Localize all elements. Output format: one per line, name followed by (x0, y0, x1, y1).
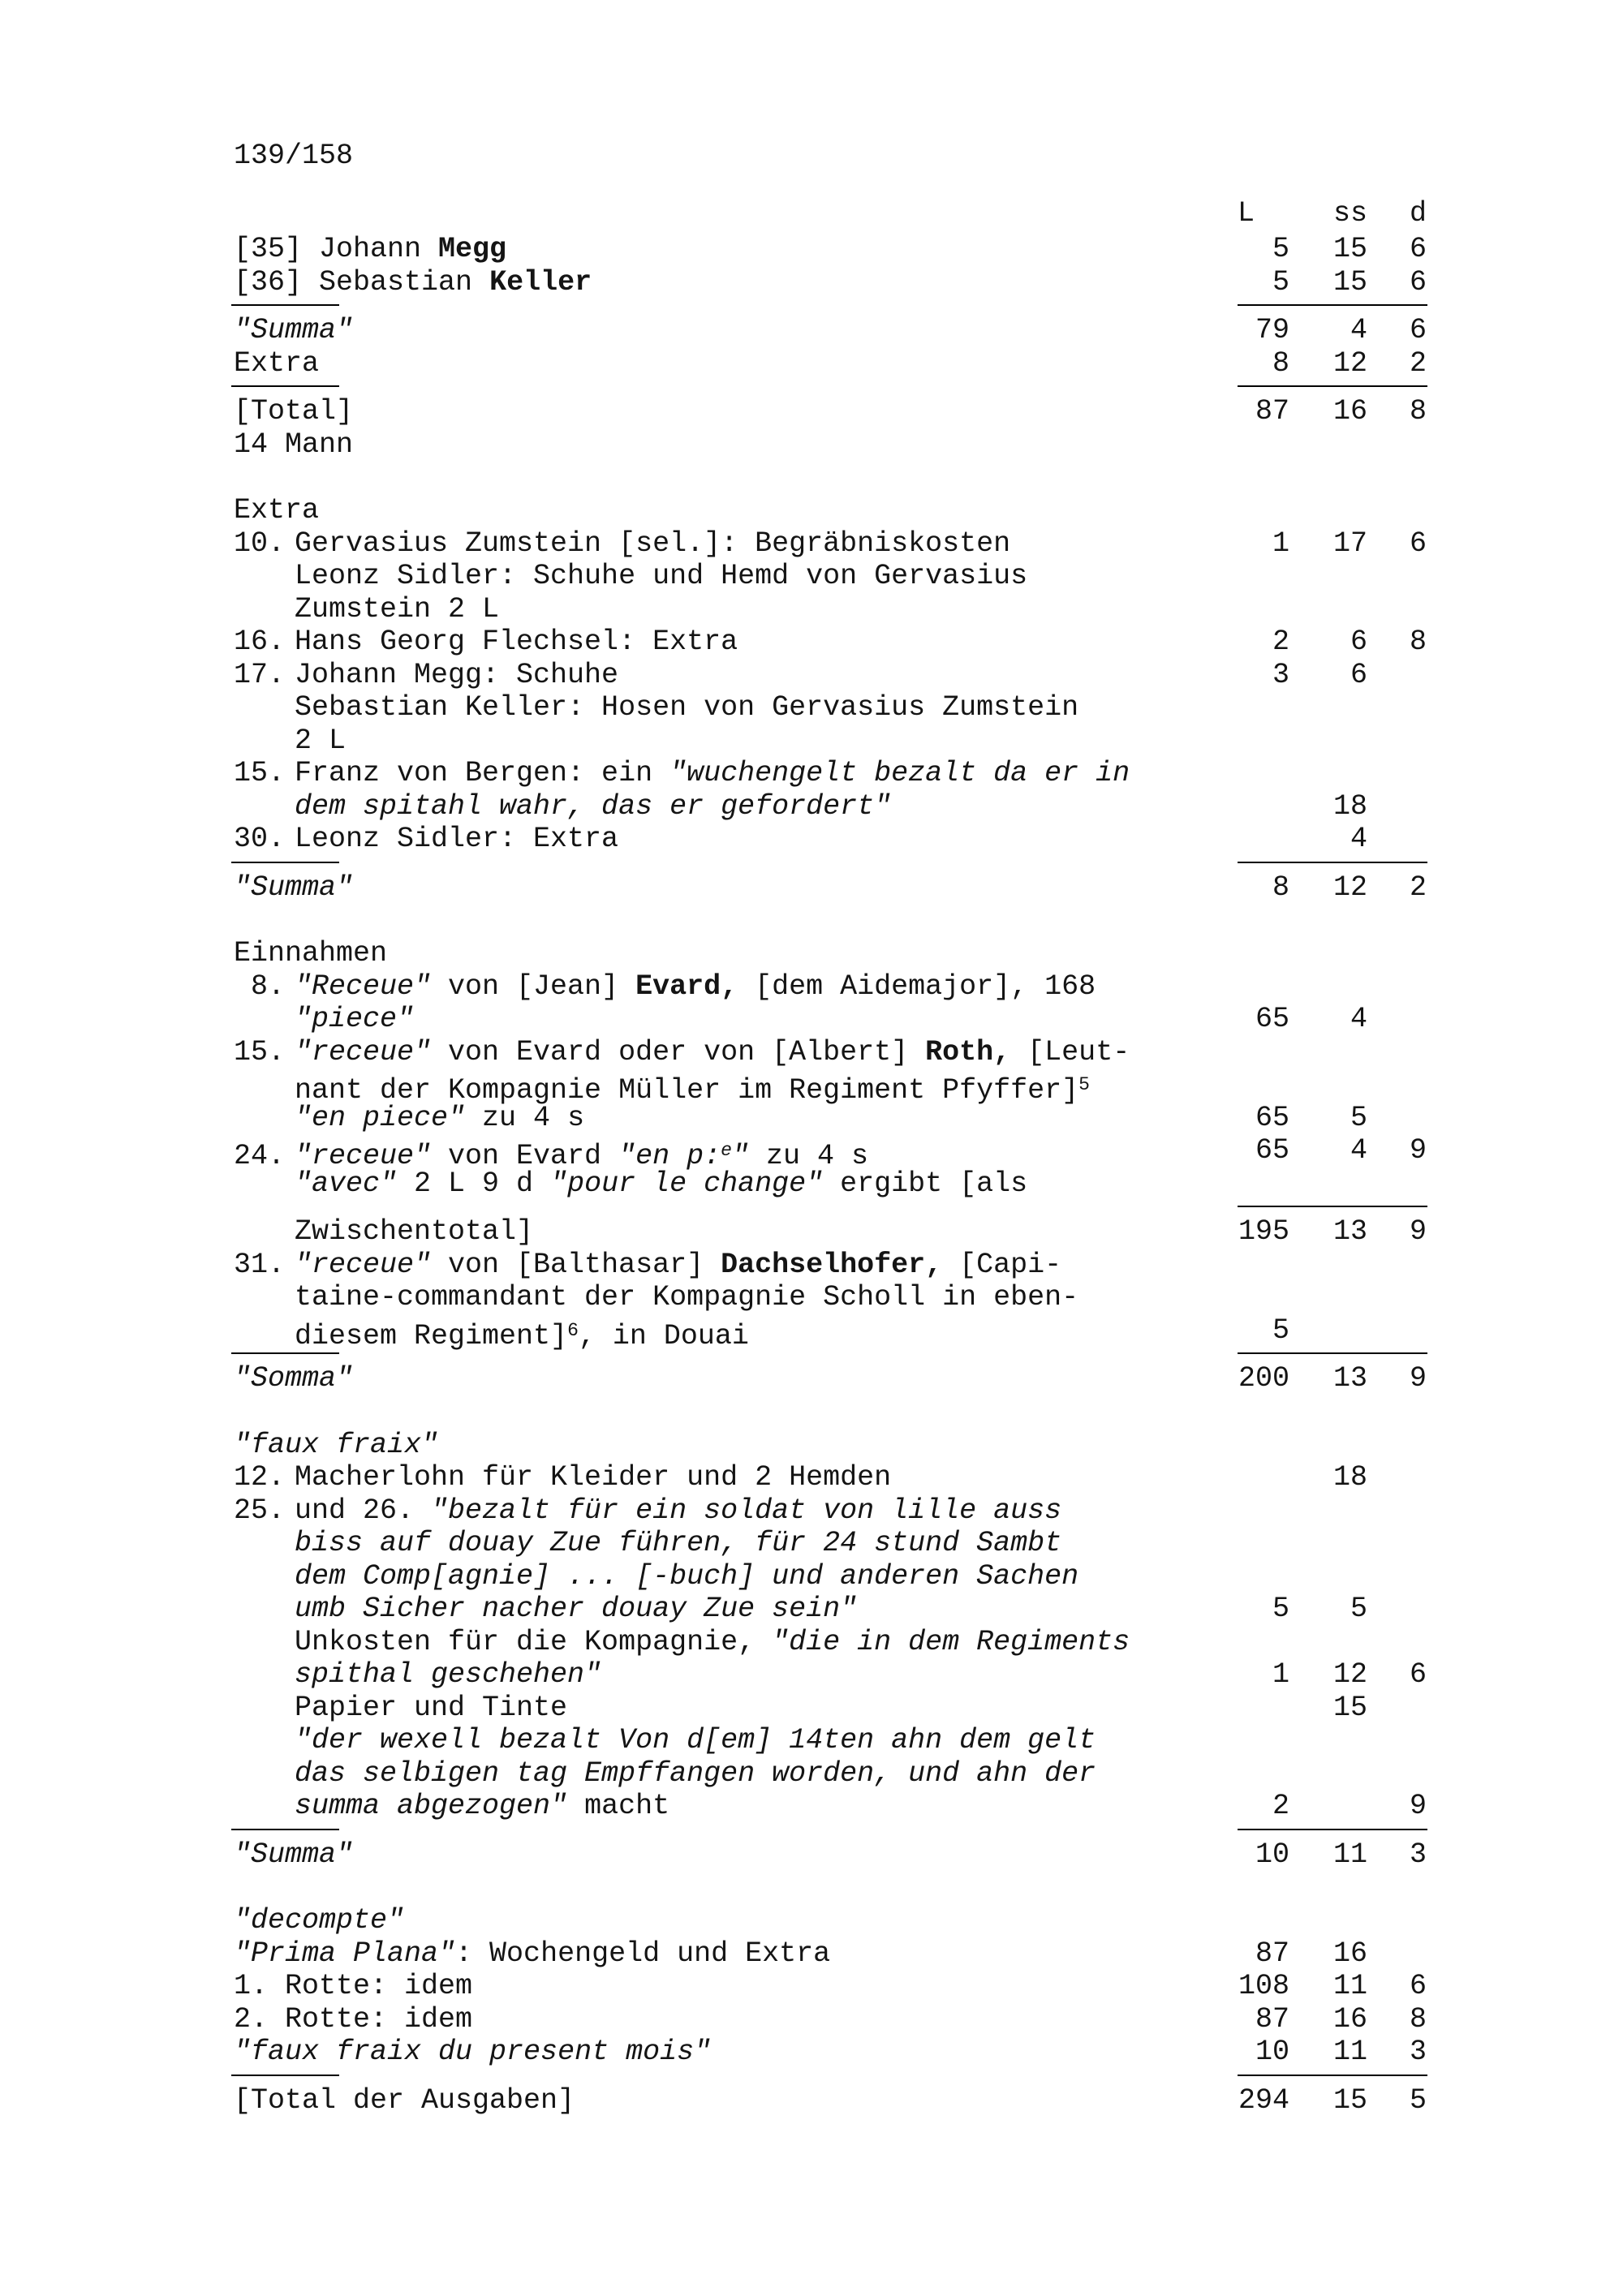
text-segment: zu 4 s (748, 1140, 868, 1172)
item-number: 24. (234, 1140, 286, 1172)
amount-deniers: 6 (1409, 265, 1427, 299)
item-number: 15. (234, 757, 286, 789)
amount-livres: 87 (1255, 1937, 1289, 1970)
text-line (0, 871, 1623, 905)
right-rule (1238, 2075, 1427, 2076)
amount-sous: 4 (1350, 1134, 1367, 1167)
amount-livres: 200 (1238, 1362, 1289, 1395)
amount-sous: 13 (1332, 1215, 1367, 1248)
text-segment: Keller (489, 265, 592, 299)
text-line (0, 233, 1623, 266)
text-line (0, 757, 1623, 790)
text-line (0, 1036, 1623, 1069)
amount-deniers: 9 (1409, 1134, 1427, 1167)
text-line (0, 1461, 1623, 1494)
amount-deniers: 6 (1409, 233, 1427, 265)
text-segment: "avec" (295, 1167, 398, 1200)
text-segment: Leonz Sidler: Extra (295, 823, 619, 855)
page-number (0, 140, 1623, 173)
text-segment: "receue" (295, 1140, 432, 1172)
text-line (0, 1249, 1623, 1282)
text-segment: dem spitahl wahr, das er gefordert" (295, 789, 892, 823)
amount-livres: 87 (1255, 2002, 1289, 2036)
left-rule (231, 304, 339, 306)
sum-rule-row (0, 2069, 1623, 2084)
amount-livres: 5 (1272, 265, 1289, 299)
text-segment: Roth, (925, 1035, 1011, 1068)
text-segment: Unkosten für die Kompagnie, (295, 1625, 773, 1658)
text-segment: summa abgezogen" (295, 1790, 568, 1822)
text-line (0, 1724, 1623, 1757)
text-segment: von Evard (431, 1140, 619, 1172)
text-segment: 5 (1078, 1074, 1090, 1095)
text-segment: "decompte" (234, 1904, 405, 1937)
text-line (0, 266, 1623, 299)
amount-sous: 11 (1332, 1970, 1367, 2002)
text-segment: Megg (438, 233, 507, 265)
text-segment: Einnahmen (234, 937, 388, 970)
amount-deniers: 3 (1409, 2036, 1427, 2068)
text-line (0, 790, 1623, 823)
item-number: 12. (234, 1461, 286, 1494)
text-segment: Zumstein 2 L (295, 592, 500, 626)
sum-rule-row (0, 299, 1623, 314)
text-line (0, 1937, 1623, 1971)
amount-sous: 6 (1350, 626, 1367, 658)
total-row (0, 2084, 1623, 2118)
text-line (0, 1134, 1623, 1172)
right-rule (1238, 304, 1427, 306)
text-segment: "Summa" (234, 871, 354, 904)
text-segment: "en p: (618, 1140, 721, 1172)
text-segment: 2 L 9 d (397, 1167, 551, 1200)
sum-rule-row (0, 380, 1623, 395)
text-line (0, 1560, 1623, 1593)
text-line (0, 347, 1623, 381)
text-segment: Dachselhofer, (721, 1248, 943, 1281)
text-segment: "receue" (295, 1248, 432, 1281)
left-rule (231, 1352, 339, 1354)
text-line (0, 1494, 1623, 1528)
text-line (0, 970, 1623, 1004)
text-line (0, 1904, 1623, 1937)
amount-sous: 15 (1332, 2083, 1367, 2117)
amount-livres: 2 (1272, 1790, 1289, 1822)
sum-rule-row (0, 1200, 1623, 1215)
text-line (0, 1429, 1623, 1462)
text-line (0, 395, 1623, 428)
amount-sous: 15 (1332, 265, 1367, 299)
text-segment: 2 L (295, 724, 347, 757)
amount-deniers: 8 (1409, 626, 1427, 658)
item-number: 8. (234, 970, 286, 1003)
amount-sous: 11 (1332, 1838, 1367, 1871)
text-line (0, 937, 1623, 970)
spacer (0, 461, 1623, 494)
amount-livres: 5 (1272, 1593, 1289, 1625)
text-line (0, 1314, 1623, 1352)
amount-livres: 65 (1255, 1003, 1289, 1035)
text-segment: 139/158 (234, 140, 354, 172)
amount-deniers: 6 (1409, 527, 1427, 560)
text-line (0, 527, 1623, 561)
text-line (0, 2003, 1623, 2036)
amount-livres: 108 (1238, 1970, 1289, 2002)
text-segment: "Prima Plana" (234, 1937, 456, 1970)
amount-livres: 10 (1255, 1838, 1289, 1871)
text-segment: umb Sicher nacher douay Zue sein" (295, 1593, 858, 1625)
text-line (0, 1281, 1623, 1314)
amount-livres: 10 (1255, 2036, 1289, 2068)
right-rule (1238, 1206, 1427, 1207)
text-line (0, 593, 1623, 626)
text-segment: zu 4 s (465, 1101, 585, 1134)
text-segment: macht (567, 1790, 670, 1822)
text-line (0, 1003, 1623, 1036)
item-number: 15. (234, 1035, 286, 1068)
text-line (0, 1527, 1623, 1560)
text-segment: Macherlohn für Kleider und 2 Hemden (295, 1461, 892, 1494)
text-segment: [Total der Ausgaben] (234, 2083, 575, 2117)
amount-deniers: 9 (1409, 1362, 1427, 1395)
text-line (0, 1757, 1623, 1791)
text-line (0, 659, 1623, 692)
right-rule (1238, 1829, 1427, 1830)
text-line (0, 1167, 1623, 1201)
text-segment: "wuchengelt bezalt da er in (669, 757, 1130, 789)
left-rule (231, 862, 339, 863)
ledger (0, 140, 1623, 2117)
amount-sous: 5 (1350, 1101, 1367, 1134)
amount-livres: 79 (1255, 314, 1289, 346)
amount-livres: 2 (1272, 626, 1289, 658)
text-segment: 2. Rotte: idem (234, 2002, 473, 2036)
text-line (0, 2036, 1623, 2069)
text-segment: ergibt [als (823, 1167, 1028, 1200)
text-segment: dem Comp[agnie] ... [-buch] und anderen Sachen (295, 1559, 1079, 1593)
text-segment: spithal geschehen" (295, 1658, 602, 1691)
right-rule (1238, 862, 1427, 863)
amount-sous: 12 (1332, 346, 1367, 380)
text-line (0, 1626, 1623, 1659)
text-segment: "Receue" (295, 970, 432, 1003)
amount-deniers: 6 (1409, 1658, 1427, 1691)
amount-deniers: 3 (1409, 1838, 1427, 1871)
text-segment: 6 (567, 1319, 579, 1341)
text-segment: " (731, 1140, 749, 1172)
text-segment: 14 Mann (234, 428, 354, 461)
amount-livres: 5 (1272, 1314, 1289, 1347)
text-segment: [Capi- (942, 1248, 1062, 1281)
text-segment: "Summa" (234, 314, 354, 346)
text-segment: "pour le change" (550, 1167, 824, 1200)
column-header-deniers: d (1409, 196, 1427, 230)
amount-sous: 15 (1332, 233, 1367, 265)
text-segment: Johann Megg: Schuhe (295, 658, 619, 691)
amount-deniers: 8 (1409, 2002, 1427, 2036)
right-rule (1238, 385, 1427, 387)
text-line (0, 1593, 1623, 1626)
amount-livres: 294 (1238, 2083, 1289, 2117)
amount-livres: 8 (1272, 346, 1289, 380)
text-segment: von [Balthasar] (431, 1248, 721, 1281)
amount-sous: 16 (1332, 1937, 1367, 1970)
text-segment: von [Jean] (431, 970, 636, 1003)
text-segment: Gervasius Zumstein [sel.]: Begräbniskosten (295, 527, 1011, 560)
amount-livres: 8 (1272, 871, 1289, 904)
amount-deniers: 6 (1409, 1970, 1427, 2002)
text-segment: 1. Rotte: idem (234, 1970, 473, 2002)
text-segment: [dem Aidemajor], 168 (738, 970, 1096, 1003)
amount-deniers: 9 (1409, 1215, 1427, 1248)
amount-livres: 1 (1272, 1658, 1289, 1691)
text-segment: "piece" (295, 1003, 415, 1035)
text-segment: Evard, (635, 970, 738, 1003)
text-segment: "bezalt für ein soldat von lille auss (431, 1494, 1062, 1527)
text-line (0, 724, 1623, 758)
amount-deniers: 6 (1409, 314, 1427, 346)
text-segment: "Summa" (234, 1838, 354, 1871)
text-line (0, 1068, 1623, 1107)
column-headers (0, 197, 1623, 230)
column-header-sous: ss (1332, 196, 1367, 230)
text-line (0, 494, 1623, 527)
text-segment: Extra (234, 494, 320, 527)
item-number: 30. (234, 823, 286, 855)
amount-sous: 16 (1332, 395, 1367, 428)
text-segment: biss auf douay Zue führen, für 24 stund Sambt (295, 1527, 1062, 1559)
text-segment: Zwischentotal] (295, 1215, 534, 1248)
amount-sous: 5 (1350, 1593, 1367, 1625)
text-line (0, 314, 1623, 347)
text-line (0, 1692, 1623, 1725)
amount-deniers: 2 (1409, 346, 1427, 380)
text-segment: "faux fraix" (234, 1428, 439, 1461)
text-line (0, 1102, 1623, 1135)
left-rule (231, 2075, 339, 2076)
amount-sous: 12 (1332, 1658, 1367, 1691)
text-segment: Franz von Bergen: ein (295, 757, 670, 789)
text-segment: diesem Regiment] (295, 1319, 568, 1352)
text-segment: "receue" (295, 1035, 432, 1068)
item-number: 10. (234, 527, 286, 560)
item-number: 25. (234, 1494, 286, 1527)
text-segment: Hans Georg Flechsel: Extra (295, 626, 738, 658)
text-segment: "en piece" (295, 1101, 466, 1134)
item-number: 31. (234, 1248, 286, 1281)
amount-livres: 87 (1255, 395, 1289, 428)
amount-livres: 3 (1272, 658, 1289, 691)
text-segment: "faux fraix du present mois" (234, 2036, 712, 2068)
text-line (0, 1362, 1623, 1395)
text-line (0, 1838, 1623, 1872)
text-line (0, 1658, 1623, 1692)
amount-livres: 195 (1238, 1215, 1289, 1248)
amount-deniers: 5 (1409, 2083, 1427, 2117)
text-line (0, 1790, 1623, 1823)
right-rule (1238, 1352, 1427, 1354)
text-line (0, 560, 1623, 593)
text-segment: nant der Kompagnie Müller im Regiment Pfyffer] (295, 1074, 1079, 1107)
text-segment: , in Douai (578, 1319, 749, 1352)
text-line (0, 626, 1623, 659)
amount-sous: 15 (1332, 1691, 1367, 1724)
text-segment: und 26. (295, 1494, 432, 1527)
amount-livres: 5 (1272, 233, 1289, 265)
amount-sous: 16 (1332, 2002, 1367, 2036)
amount-sous: 4 (1350, 314, 1367, 346)
item-number: 16. (234, 626, 286, 658)
text-segment: taine-commandant der Kompagnie Scholl in eben- (295, 1281, 1079, 1314)
amount-sous: 6 (1350, 658, 1367, 691)
text-line (0, 823, 1623, 856)
text-segment: [Leut- (1010, 1035, 1130, 1068)
text-line (0, 1970, 1623, 2003)
text-line (0, 1215, 1623, 1249)
spacer (0, 1395, 1623, 1429)
amount-livres: 65 (1255, 1101, 1289, 1134)
amount-sous: 18 (1332, 1461, 1367, 1494)
sum-rule-row (0, 856, 1623, 871)
text-line (0, 691, 1623, 724)
amount-sous: 4 (1350, 823, 1367, 855)
amount-sous: 12 (1332, 871, 1367, 904)
amount-sous: 11 (1332, 2036, 1367, 2068)
text-segment: "der wexell bezalt Von d[em] 14ten ahn dem gelt (295, 1724, 1096, 1756)
sum-rule-row (0, 1347, 1623, 1362)
spacer (0, 904, 1623, 937)
amount-sous: 4 (1350, 1003, 1367, 1035)
spacer (0, 173, 1623, 197)
text-segment: Leonz Sidler: Schuhe und Hemd von Gervasius (295, 560, 1028, 592)
text-segment: Sebastian Keller: Hosen von Gervasius Zumstein (295, 691, 1079, 724)
text-segment: "die in dem Regiments (772, 1625, 1130, 1658)
amount-sous: 13 (1332, 1362, 1367, 1395)
text-segment: Extra (234, 346, 320, 380)
amount-sous: 18 (1332, 789, 1367, 823)
text-segment: [35] Johann (234, 233, 439, 265)
amount-deniers: 8 (1409, 395, 1427, 428)
sum-rule-row (0, 1823, 1623, 1838)
text-segment: von Evard oder von [Albert] (431, 1035, 926, 1068)
amount-livres: 65 (1255, 1134, 1289, 1167)
text-segment: das selbigen tag Empffangen worden, und ahn der (295, 1756, 1096, 1790)
spacer (0, 1871, 1623, 1904)
amount-deniers: 2 (1409, 871, 1427, 904)
text-segment: Papier und Tinte (295, 1691, 568, 1724)
column-header-livres: L (1238, 196, 1255, 230)
amount-deniers: 9 (1409, 1790, 1427, 1822)
text-segment: "Somma" (234, 1362, 354, 1395)
left-rule (231, 385, 339, 387)
amount-livres: 1 (1272, 527, 1289, 560)
text-segment: e (721, 1140, 732, 1161)
text-segment: [36] Sebastian (234, 265, 490, 299)
left-rule (231, 1829, 339, 1830)
item-number: 17. (234, 658, 286, 691)
text-segment: : Wochengeld und Extra (455, 1937, 831, 1970)
amount-sous: 17 (1332, 527, 1367, 560)
text-segment: [Total] (234, 395, 354, 428)
text-line (0, 428, 1623, 462)
